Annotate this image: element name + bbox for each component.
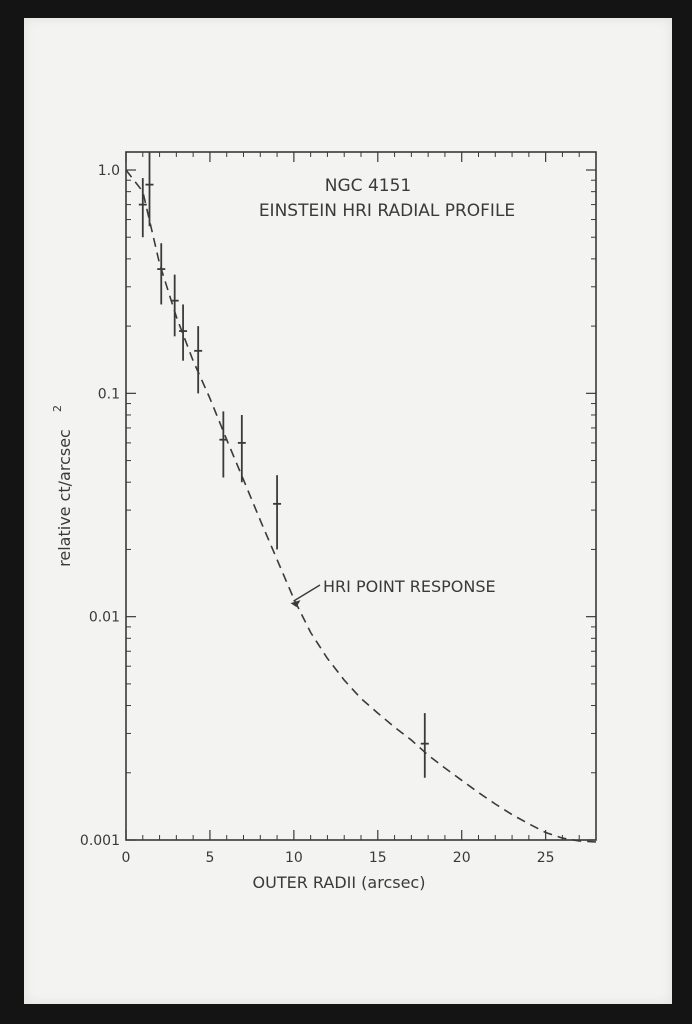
y-axis-label-text: relative ct/arcsec [55, 429, 74, 567]
x-tick-label: 20 [452, 850, 471, 866]
data-point [146, 152, 154, 226]
x-tick-label: 5 [205, 850, 215, 866]
annotation-arrow [291, 585, 321, 607]
y-tick-label: 0.01 [88, 609, 120, 626]
y-tick-label: 1.0 [97, 163, 120, 179]
chart-title: NGC 4151 [324, 176, 412, 196]
x-tick-label: 25 [536, 850, 555, 866]
data-point [171, 275, 179, 337]
plot-frame [126, 152, 596, 840]
y-tick-label: 0.001 [79, 833, 120, 849]
data-point [273, 475, 281, 549]
hri-point-response-curve [126, 170, 596, 842]
arrow-shaft [294, 585, 321, 601]
y-tick-label: 0.1 [97, 386, 120, 403]
data-point [421, 713, 429, 778]
data-point [157, 243, 165, 304]
radial-profile-chart [24, 18, 672, 1004]
x-tick-label: 0 [121, 850, 131, 866]
data-point [238, 415, 246, 482]
data-point [179, 304, 187, 360]
annotation-label: HRI POINT RESPONSE [323, 577, 496, 596]
y-axis-label [51, 405, 74, 567]
chart-subtitle: EINSTEIN HRI RADIAL PROFILE [258, 201, 516, 221]
data-point [219, 411, 227, 477]
slide-paper [24, 18, 672, 1004]
x-axis-label: OUTER RADII (arcsec) [252, 873, 426, 892]
x-tick-label: 15 [368, 850, 387, 866]
y-axis-label-superscript: 2 [51, 405, 64, 412]
x-tick-label: 10 [284, 850, 303, 866]
data-point [194, 326, 202, 393]
